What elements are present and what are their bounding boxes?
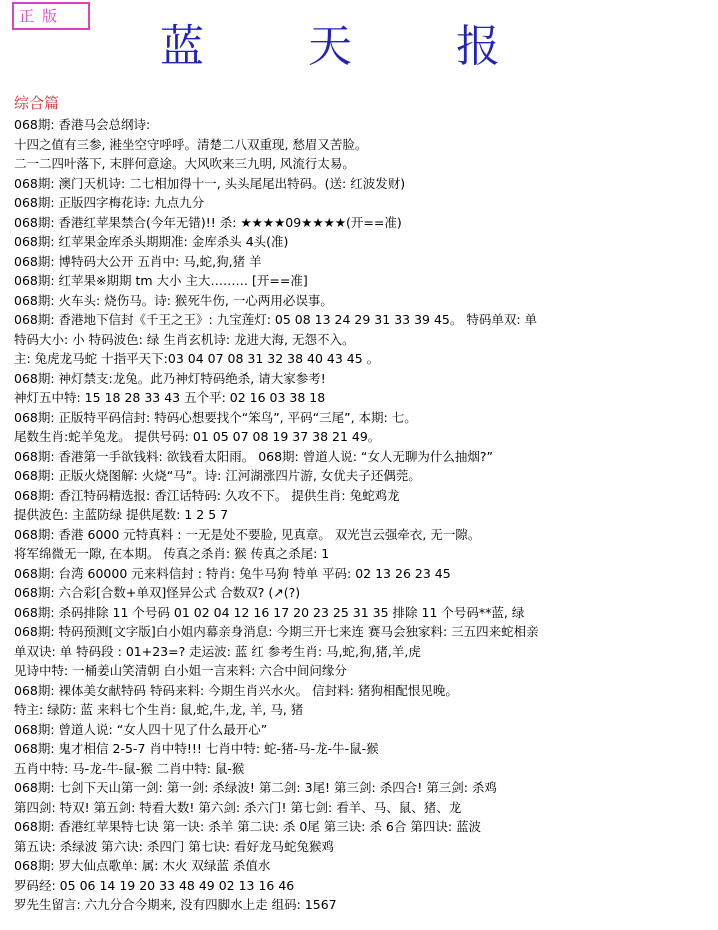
text-line: 五肖中特: 马-龙-牛-鼠-猴 二肖中特: 鼠-猴 xyxy=(14,760,245,776)
text-line: 068期: 曾道人说: “女人四十见了什么最开心” xyxy=(14,721,268,737)
text-line: 068期: 正版四字梅花诗: 九点九分 xyxy=(14,195,205,210)
text-line: 068期: 香港马会总纲诗: xyxy=(14,117,151,132)
text-line: 068期: 杀码排除 11 个号码 01 02 04 12 16 17 20 23 25 31 35 排除 11 个号码**蓝, 绿 xyxy=(14,604,525,620)
title-char-1: 蓝 xyxy=(160,21,204,72)
text-line: 068期: 香江特码精选报: 香江话特码: 久攻不下。 提供生肖: 兔蛇鸡龙 xyxy=(14,487,400,503)
text-line: 068期: 香港 6000 元特真料 : 一无是处不要脸, 见真章。 双光岂云强牵衣, 无一隙。 xyxy=(14,526,481,542)
text-line: 068期: 七剑下天山第一剑: 第一剑: 杀绿波! 第二剑: 3尾! 第三剑: 杀四合! 第三剑: 杀鸡 xyxy=(14,780,497,795)
text-line: 将军绵微无一隙, 在本期。 传真之杀肖: 猴 传真之杀尾: 1 xyxy=(14,546,330,561)
text-line: 罗码经: 05 06 14 19 20 33 48 49 02 13 16 46 xyxy=(14,877,295,893)
text-line: 二一二四叶落下, 末胖何意途。大风吹来三九明, 风流行太易。 xyxy=(14,156,355,171)
content-lines xyxy=(14,115,714,915)
text-line: 十四之值有三参, 溎坐空守呼呼。清楚二八双重现, 愁眉又苦脸。 xyxy=(14,136,368,152)
text-line: 068期: 香港第一手欲钱料: 欲钱看太阳雨。 068期: 曾道人说: “女人无聊为什么抽烟?” xyxy=(14,448,494,464)
text-line: 068期: 香港红苹果禁合(今年无错)!! 杀: ★★★★09★★★★(开==准) xyxy=(14,214,402,230)
newspaper-title xyxy=(160,14,500,70)
text-line: 第四剑: 特双! 第五剑: 特看大数! 第六剑: 杀六门! 第七剑: 看羊、马、鼠、猪、龙 xyxy=(14,799,462,815)
text-line: 见诗中特: 一桶姜山笑清朝 白小姐一言来料: 六合中间问缘分 xyxy=(14,663,347,678)
text-line: 主: 兔虎龙马蛇 十指平天下:03 04 07 08 31 32 38 40 43 45 。 xyxy=(14,351,380,366)
title-char-3: 报 xyxy=(456,21,500,72)
text-line: 068期: 香港红苹果特七诀 第一诀: 杀羊 第二诀: 杀 0尾 第三诀: 杀 6合 第四诀: 蓝波 xyxy=(14,819,482,834)
section-heading: 综合篇 xyxy=(14,94,60,112)
text-line: 068期: 裸体美女献特码 特码来料: 今期生肖兴水火。 信封料: 猪狗相配恨见晚。 xyxy=(14,682,458,698)
text-line: 068期: 红苹果※期期 tm 大小 主大……… [开==准] xyxy=(14,273,308,288)
text-line: 068期: 博特码大公开 五肖中: 马,蛇,狗,猪 羊 xyxy=(14,253,262,269)
text-line: 068期: 正版特平码信封: 特码心想要找个“笨鸟”, 平码“三尾”, 本期: 七。 xyxy=(14,409,417,425)
edition-badge: 正版 xyxy=(12,2,90,30)
title-char-2: 天 xyxy=(308,21,352,72)
text-line: 特码大小: 小 特码波色: 绿 生肖玄机诗: 龙进大海, 无怨不入。 xyxy=(14,331,355,347)
text-line: 068期: 特码预测[文字版]白小姐内幕亲身消息: 今期三开七来连 赛马会独家料: 三五四来蛇相亲 xyxy=(14,624,539,639)
text-line: 特主: 绿防: 蓝 来料七个生肖: 鼠,蛇,牛,龙, 羊, 马, 猪 xyxy=(14,702,304,717)
text-line: 罗先生留言: 六九分合今期来, 没有四脚水上走 组码: 1567 xyxy=(14,897,337,912)
text-line: 提供波色: 主蓝防绿 提供尾数: 1 2 5 7 xyxy=(14,507,229,522)
text-line: 068期: 红苹果金库杀头期期准: 金库杀头 4头(准) xyxy=(14,234,289,249)
text-line: 068期: 香港地下信封《千王之王》: 九宝莲灯: 05 08 13 24 29 31 33 39 45。 特码单双: 单 xyxy=(14,312,538,327)
text-line: 068期: 正版火烧图解: 火烧“马”。诗: 江河湖涨四片游, 女优夫子还偶莞。 xyxy=(14,468,421,483)
text-line: 单双诀: 单 特码段 : 01+23=? 走运波: 蓝 红 参考生肖: 马,蛇,狗,猪,羊,虎 xyxy=(14,643,421,659)
text-line: 068期: 神灯禁支:龙兔。此乃神灯特码绝杀, 请大家参考! xyxy=(14,370,326,386)
text-line: 068期: 鬼才相信 2-5-7 肖中特!!! 七肖中特: 蛇-猪-马-龙-牛-鼠-猴 xyxy=(14,741,379,756)
text-line: 尾数生肖:蛇羊兔龙。 提供号码: 01 05 07 08 19 37 38 21 49。 xyxy=(14,429,381,444)
text-line: 068期: 火车头: 烧伤马。诗: 猴死牛伤, 一心两用必误事。 xyxy=(14,292,333,308)
text-line: 068期: 罗大仙点歌单: 属: 木火 双绿蓝 杀值水 xyxy=(14,858,271,873)
text-line: 神灯五中特: 15 18 28 33 43 五个平: 02 16 03 38 18 xyxy=(14,390,326,405)
text-line: 068期: 澳门天机诗: 二七相加得十一, 头头尾尾出特码。(送: 红波发财) xyxy=(14,175,406,191)
text-line: 068期: 台湾 60000 元来料信封 : 特肖: 兔牛马狗 特单 平码: 02 13 26 23 45 xyxy=(14,565,451,581)
text-line: 第五诀: 杀绿波 第六诀: 杀四门 第七诀: 看好龙马蛇兔猴鸡 xyxy=(14,838,335,854)
text-line: 068期: 六合彩[合数+单双]怪异公式 合数双? (↗(?) xyxy=(14,585,301,600)
